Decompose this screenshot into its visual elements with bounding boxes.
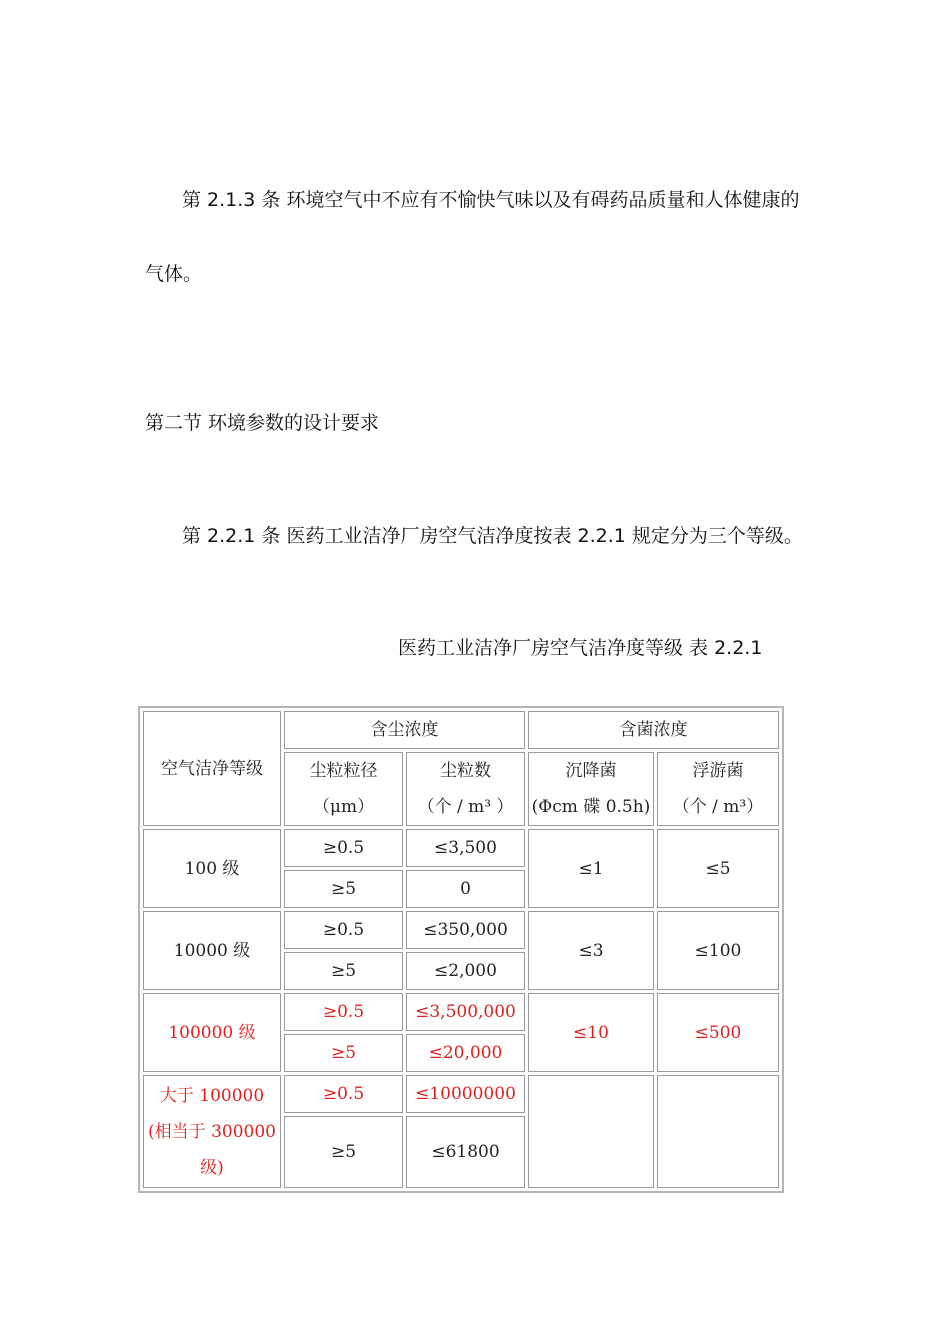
header-count-label: 尘粒数 xyxy=(440,761,491,781)
header-settle-unit: (Φcm 碟 0.5h) xyxy=(531,797,651,817)
section-heading: 第二节 环境参数的设计要求 xyxy=(145,412,380,434)
header-float-label: 浮游菌 xyxy=(692,761,744,781)
row-300000-size-2: ≥5 xyxy=(284,1116,403,1188)
header-size xyxy=(284,752,403,826)
row-300000-level-line-3: 级) xyxy=(200,1157,224,1178)
row-10000-size-1: ≥0.5 xyxy=(284,911,403,949)
header-count-unit: （个 / m³ ） xyxy=(417,797,514,817)
row-300000-level-line-1: 大于 100000 xyxy=(159,1085,265,1106)
header-settle xyxy=(528,752,654,826)
row-300000-level-line-2: (相当于 300000 xyxy=(148,1121,276,1142)
row-100000-count-1: ≤3,500,000 xyxy=(406,993,525,1031)
header-float-unit: （个 / m³） xyxy=(672,797,764,817)
header-count xyxy=(406,752,525,826)
row-300000-settle xyxy=(528,1075,654,1188)
row-10000-settle: ≤3 xyxy=(528,911,654,990)
clause-2-1-3-continuation: 气体。 xyxy=(145,263,203,285)
row-100-count-1: ≤3,500 xyxy=(406,829,525,867)
row-10000-level: 10000 级 xyxy=(143,911,281,990)
cleanliness-table xyxy=(138,706,784,1193)
row-100000-size-1: ≥0.5 xyxy=(284,993,403,1031)
clause-2-2-1: 第 2.2.1 条 医药工业洁净厂房空气洁净度按表 2.2.1 规定分为三个等级。 xyxy=(182,525,803,547)
header-float xyxy=(657,752,779,826)
row-10000-count-1: ≤350,000 xyxy=(406,911,525,949)
row-100-settle: ≤1 xyxy=(528,829,654,908)
row-100000-settle: ≤10 xyxy=(528,993,654,1072)
header-size-label: 尘粒粒径 xyxy=(309,761,378,781)
row-300000-count-1: ≤10000000 xyxy=(406,1075,525,1113)
row-100-count-2: 0 xyxy=(406,870,525,908)
row-10000-size-2: ≥5 xyxy=(284,952,403,990)
header-settle-label: 沉降菌 xyxy=(565,761,617,781)
header-dust: 含尘浓度 xyxy=(284,711,525,749)
table-caption: 医药工业洁净厂房空气洁净度等级 表 2.2.1 xyxy=(398,637,763,659)
row-300000-count-2: ≤61800 xyxy=(406,1116,525,1188)
row-10000-count-2: ≤2,000 xyxy=(406,952,525,990)
header-bacteria: 含菌浓度 xyxy=(528,711,779,749)
row-10000-float: ≤100 xyxy=(657,911,779,990)
row-300000-float xyxy=(657,1075,779,1188)
row-100000-level: 100000 级 xyxy=(143,993,281,1072)
row-100-level: 100 级 xyxy=(143,829,281,908)
row-300000-level xyxy=(143,1075,281,1188)
header-size-unit: （μm） xyxy=(312,797,375,817)
row-100000-float: ≤500 xyxy=(657,993,779,1072)
row-100000-size-2: ≥5 xyxy=(284,1034,403,1072)
row-300000-size-1: ≥0.5 xyxy=(284,1075,403,1113)
row-100-size-1: ≥0.5 xyxy=(284,829,403,867)
row-100-size-2: ≥5 xyxy=(284,870,403,908)
row-100000-count-2: ≤20,000 xyxy=(406,1034,525,1072)
row-100-float: ≤5 xyxy=(657,829,779,908)
clause-2-1-3: 第 2.1.3 条 环境空气中不应有不愉快气味以及有碍药品质量和人体健康的 xyxy=(182,189,800,211)
header-level: 空气洁净等级 xyxy=(143,711,281,826)
